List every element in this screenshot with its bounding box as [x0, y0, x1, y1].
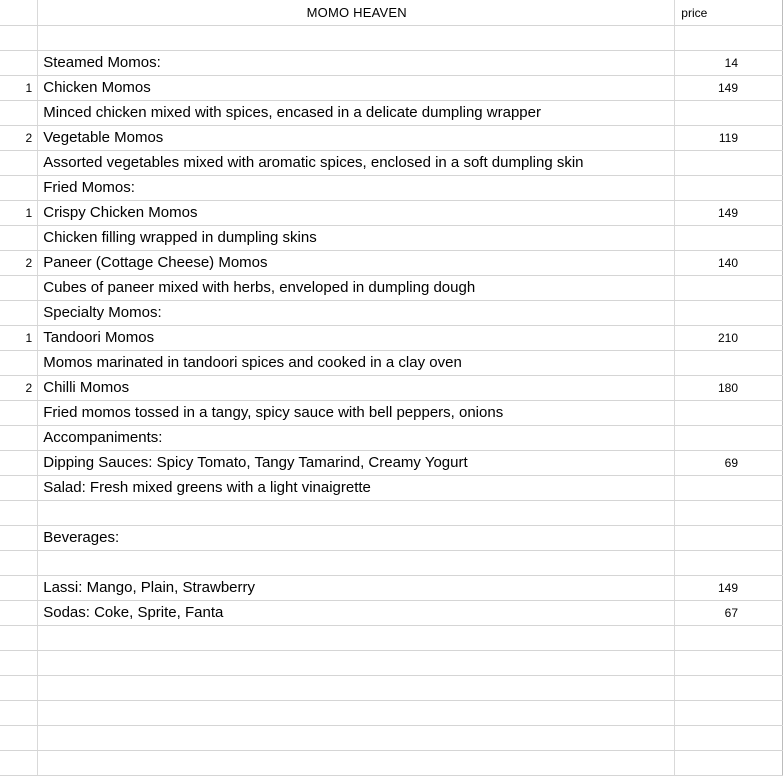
table-row — [1, 176, 783, 201]
table-row — [1, 126, 783, 151]
cell-price[interactable] — [675, 551, 783, 576]
cell-price[interactable] — [675, 676, 783, 701]
cell-qty[interactable]: 1 — [1, 326, 38, 351]
cell-price[interactable] — [675, 426, 783, 451]
cell-qty[interactable] — [1, 451, 38, 476]
cell-item[interactable]: Cubes of paneer mixed with herbs, enveloped in dumpling dough — [38, 276, 675, 301]
cell-price[interactable] — [675, 401, 783, 426]
cell-price[interactable]: 180 — [675, 376, 783, 401]
cell-item[interactable] — [38, 501, 675, 526]
table-row — [1, 51, 783, 76]
cell-qty[interactable] — [1, 676, 38, 701]
cell-price[interactable] — [675, 501, 783, 526]
cell-qty[interactable]: 1 — [1, 201, 38, 226]
cell-price[interactable] — [675, 476, 783, 501]
price-column-header[interactable]: price — [675, 1, 783, 26]
cell-qty[interactable] — [1, 601, 38, 626]
cell-item[interactable] — [38, 676, 675, 701]
cell-item[interactable]: Fried momos tossed in a tangy, spicy sauce with bell peppers, onions — [38, 401, 675, 426]
cell-item[interactable]: Momos marinated in tandoori spices and cooked in a clay oven — [38, 351, 675, 376]
table-row — [1, 251, 783, 276]
table-row — [1, 101, 783, 126]
table-row — [1, 701, 783, 726]
cell-price[interactable] — [675, 176, 783, 201]
cell-item[interactable] — [38, 26, 675, 51]
cell-price[interactable] — [675, 151, 783, 176]
cell-item[interactable]: Assorted vegetables mixed with aromatic spices, enclosed in a soft dumpling skin — [38, 151, 675, 176]
spreadsheet-body — [1, 1, 783, 776]
cell-price[interactable] — [675, 751, 783, 776]
cell-price[interactable]: 140 — [675, 251, 783, 276]
cell-qty[interactable] — [1, 626, 38, 651]
cell-item[interactable] — [38, 626, 675, 651]
table-row — [1, 26, 783, 51]
table-row — [1, 726, 783, 751]
cell-qty[interactable] — [1, 1, 38, 26]
cell-qty[interactable] — [1, 426, 38, 451]
cell-qty[interactable] — [1, 351, 38, 376]
cell-item[interactable]: Lassi: Mango, Plain, Strawberry — [38, 576, 675, 601]
table-row — [1, 201, 783, 226]
table-row — [1, 576, 783, 601]
table-row — [1, 751, 783, 776]
cell-item[interactable]: Dipping Sauces: Spicy Tomato, Tangy Tamarind, Creamy Yogurt — [38, 451, 675, 476]
cell-price[interactable] — [675, 351, 783, 376]
table-row — [1, 651, 783, 676]
table-row — [1, 451, 783, 476]
cell-price[interactable] — [675, 301, 783, 326]
cell-price[interactable]: 14 — [675, 51, 783, 76]
table-row — [1, 226, 783, 251]
table-row — [1, 351, 783, 376]
cell-qty[interactable]: 1 — [1, 76, 38, 101]
cell-price[interactable]: 149 — [675, 201, 783, 226]
cell-item[interactable]: Crispy Chicken Momos — [38, 201, 675, 226]
cell-qty[interactable] — [1, 651, 38, 676]
table-row — [1, 76, 783, 101]
cell-price[interactable] — [675, 651, 783, 676]
cell-item[interactable]: Tandoori Momos — [38, 326, 675, 351]
cell-price[interactable] — [675, 101, 783, 126]
cell-qty[interactable] — [1, 151, 38, 176]
cell-qty[interactable] — [1, 276, 38, 301]
cell-qty[interactable] — [1, 526, 38, 551]
cell-price[interactable]: 69 — [675, 451, 783, 476]
cell-price[interactable] — [675, 626, 783, 651]
cell-qty[interactable] — [1, 401, 38, 426]
cell-item[interactable]: Sodas: Coke, Sprite, Fanta — [38, 601, 675, 626]
cell-qty[interactable]: 2 — [1, 251, 38, 276]
cell-item[interactable]: Fried Momos: — [38, 176, 675, 201]
table-row — [1, 601, 783, 626]
cell-qty[interactable]: 2 — [1, 126, 38, 151]
table-row — [1, 401, 783, 426]
cell-qty[interactable] — [1, 51, 38, 76]
cell-item[interactable]: Salad: Fresh mixed greens with a light vinaigrette — [38, 476, 675, 501]
cell-item[interactable]: Chicken filling wrapped in dumpling skins — [38, 226, 675, 251]
table-row — [1, 526, 783, 551]
cell-qty[interactable] — [1, 176, 38, 201]
cell-qty[interactable] — [1, 301, 38, 326]
cell-item[interactable]: Vegetable Momos — [38, 126, 675, 151]
cell-item[interactable]: Beverages: — [38, 526, 675, 551]
cell-qty[interactable]: 2 — [1, 376, 38, 401]
cell-price[interactable] — [675, 276, 783, 301]
table-row — [1, 551, 783, 576]
page-title[interactable]: MOMO HEAVEN — [38, 1, 675, 26]
cell-item[interactable]: Steamed Momos: — [38, 51, 675, 76]
cell-item[interactable]: Minced chicken mixed with spices, encased in a delicate dumpling wrapper — [38, 101, 675, 126]
cell-item[interactable] — [38, 551, 675, 576]
cell-qty[interactable] — [1, 576, 38, 601]
cell-price[interactable]: 67 — [675, 601, 783, 626]
cell-item[interactable] — [38, 726, 675, 751]
cell-price[interactable] — [675, 26, 783, 51]
cell-qty[interactable] — [1, 26, 38, 51]
cell-item[interactable] — [38, 751, 675, 776]
table-row — [1, 151, 783, 176]
table-row — [1, 501, 783, 526]
cell-price[interactable]: 119 — [675, 126, 783, 151]
cell-price[interactable] — [675, 701, 783, 726]
table-row — [1, 301, 783, 326]
cell-item[interactable]: Chilli Momos — [38, 376, 675, 401]
cell-price[interactable] — [675, 226, 783, 251]
table-row — [1, 376, 783, 401]
cell-qty[interactable] — [1, 751, 38, 776]
cell-price[interactable] — [675, 726, 783, 751]
cell-item[interactable]: Accompaniments: — [38, 426, 675, 451]
cell-price[interactable]: 149 — [675, 576, 783, 601]
table-row — [1, 476, 783, 501]
cell-item[interactable]: Specialty Momos: — [38, 301, 675, 326]
table-row — [1, 626, 783, 651]
cell-item[interactable] — [38, 651, 675, 676]
cell-price[interactable]: 149 — [675, 76, 783, 101]
cell-qty[interactable] — [1, 476, 38, 501]
table-row — [1, 1, 783, 26]
table-row — [1, 276, 783, 301]
cell-price[interactable]: 210 — [675, 326, 783, 351]
cell-qty[interactable] — [1, 701, 38, 726]
cell-qty[interactable] — [1, 551, 38, 576]
cell-item[interactable]: Paneer (Cottage Cheese) Momos — [38, 251, 675, 276]
cell-qty[interactable] — [1, 726, 38, 751]
cell-item[interactable] — [38, 701, 675, 726]
cell-item[interactable]: Chicken Momos — [38, 76, 675, 101]
table-row — [1, 426, 783, 451]
table-row — [1, 326, 783, 351]
cell-price[interactable] — [675, 526, 783, 551]
cell-qty[interactable] — [1, 226, 38, 251]
cell-qty[interactable] — [1, 101, 38, 126]
cell-qty[interactable] — [1, 501, 38, 526]
table-row — [1, 676, 783, 701]
